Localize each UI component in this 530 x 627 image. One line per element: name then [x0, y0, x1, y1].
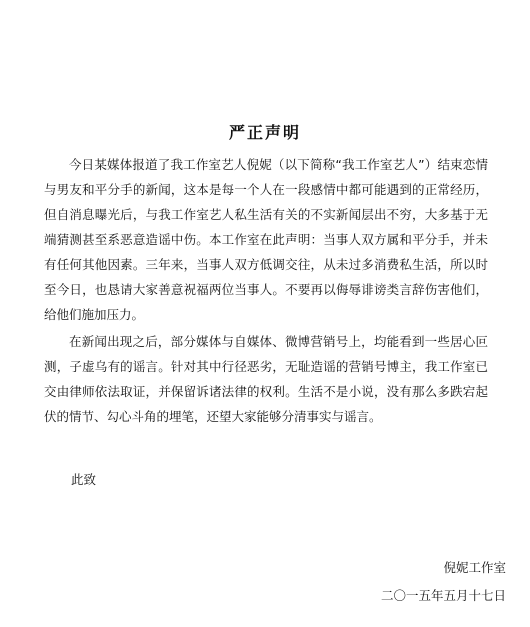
closing-salutation: 此致: [71, 472, 97, 487]
paragraph-2: 在新闻出现之后，部分媒体与自媒体、微博营销号上，均能看到一些居心叵测，子虚乌有的谣言。针对其中行径恶劣，无耻造谣的营销号博主，我工作室已交由律师依法取证，并保留诉诸法律的权利。生活不是小说，没有那么多跌宕起伏的情节、勾心斗角的埋笔，还望大家能够分清事实与谣言。: [44, 334, 488, 424]
paragraph-1: 今日某媒体报道了我工作室艺人倪妮（以下简称“我工作室艺人”）结束恋情与男友和平分手的新闻，这本是每一个人在一段感情中都可能遇到的正常经历，但自消息曝光后，与我工作室艺人私生活有关的不实新闻层出不穷，大多基于无端猜测甚至系恶意造谣中伤。本工作室在此声明：当事人双方属和平分手，并未有任何其他因素。三年来，当事人双方低调交往，从未过多消费私生活，所以时至今日，也恳请大家善意祝福两位当事人。不要再以侮辱诽谤类言辞伤害他们，给他们施加压力。: [44, 157, 488, 322]
signature-name: 倪妮工作室: [443, 560, 506, 575]
signature-date: 二〇一五年五月十七日: [380, 588, 506, 603]
document-title: 严正声明: [228, 123, 301, 142]
